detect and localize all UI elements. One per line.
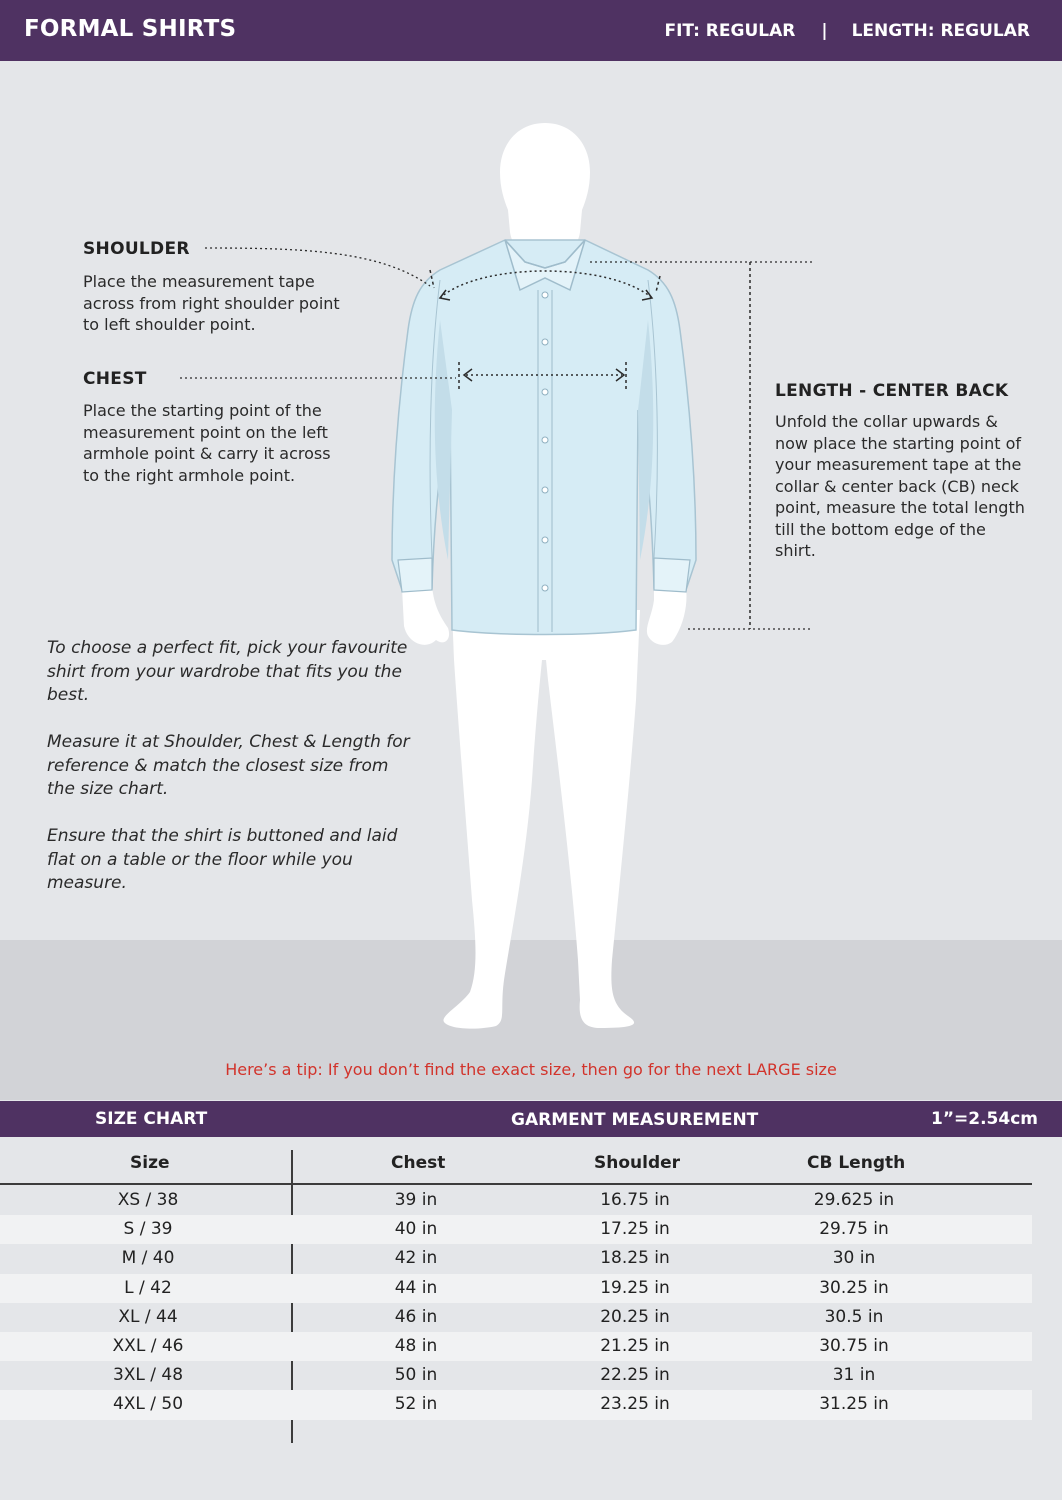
chest-cell: 50 in [394, 1365, 438, 1386]
cb-length-cell: 31 in [832, 1365, 876, 1386]
size-cell: XXL / 46 [112, 1335, 184, 1356]
chest-cell: 46 in [394, 1306, 438, 1327]
chest-cell: 42 in [394, 1248, 438, 1269]
chest-cell: 39 in [394, 1190, 438, 1210]
cb-length-cell: 31.25 in [819, 1394, 889, 1415]
unit-conversion: 1”=2.54cm [931, 1109, 1038, 1129]
size-cell: L / 42 [124, 1277, 172, 1298]
table-row [0, 1390, 1032, 1419]
cb-length-cell: 30.5 in [824, 1306, 884, 1327]
cb-length-cell: 29.625 in [813, 1190, 895, 1210]
cb-length-cell: 30.75 in [819, 1335, 889, 1356]
length-description: Unfold the collar upwards & now place the starting point of your measurement tape at the collar & center back (CB) neck point, measure the total length till the bottom edge of the shirt. [775, 412, 1025, 560]
tip-paragraph: To choose a perfect fit, pick your favourite shirt from your wardrobe that fits you the best. [47, 638, 408, 705]
chest-cell: 44 in [394, 1277, 438, 1298]
tip-paragraph: Ensure that the shirt is buttoned and laid flat on a table or the floor while you measure. [47, 826, 398, 893]
chest-description: Place the starting point of the measurement point on the left armhole point & carry it across to the right armhole point. [83, 401, 331, 485]
shoulder-title: SHOULDER [83, 239, 190, 259]
shoulder-cell: 23.25 in [600, 1394, 670, 1415]
length-title: LENGTH - CENTER BACK [775, 381, 1009, 401]
table-row [0, 1244, 1032, 1273]
length-label: LENGTH: REGULAR [851, 21, 1030, 41]
table-row [0, 1186, 1032, 1215]
table-divider-horizontal [0, 1183, 1032, 1185]
shoulder-cell: 19.25 in [600, 1277, 670, 1298]
chest-cell: 40 in [394, 1219, 438, 1240]
size-tip: Here’s a tip: If you don’t find the exact size, then go for the next LARGE size [225, 1060, 837, 1079]
column-header-shoulder: Shoulder [594, 1153, 681, 1173]
table-row [0, 1274, 1032, 1303]
column-header-size: Size [130, 1153, 170, 1173]
garment-measurement-title: GARMENT MEASUREMENT [511, 1110, 759, 1130]
size-cell: M / 40 [121, 1248, 175, 1269]
shoulder-cell: 22.25 in [600, 1365, 670, 1386]
table-row [0, 1303, 1032, 1332]
table-row [0, 1361, 1032, 1390]
shoulder-description: Place the measurement tape across from right shoulder point to left shoulder point. [83, 272, 340, 334]
shoulder-cell: 20.25 in [600, 1306, 670, 1327]
chest-title: CHEST [83, 369, 147, 389]
size-table-rows [0, 1186, 1032, 1420]
shoulder-cell: 17.25 in [600, 1219, 670, 1240]
column-header-chest: Chest [391, 1153, 446, 1173]
fit-label: FIT: REGULAR [664, 21, 796, 41]
cb-length-cell: 30 in [832, 1248, 876, 1269]
size-cell: S / 39 [123, 1219, 173, 1240]
cb-length-cell: 29.75 in [819, 1219, 889, 1240]
column-header-cb-length: CB Length [807, 1153, 906, 1173]
size-chart-header [0, 1101, 1062, 1137]
size-cell: 3XL / 48 [112, 1365, 184, 1386]
chest-cell: 48 in [394, 1335, 438, 1356]
page-title: FORMAL SHIRTS [24, 16, 237, 42]
tip-paragraph: Measure it at Shoulder, Chest & Length for reference & match the closest size from the size chart. [47, 732, 410, 799]
size-chart-title: SIZE CHART [95, 1109, 208, 1129]
shoulder-cell: 18.25 in [600, 1248, 670, 1269]
table-row [0, 1332, 1032, 1361]
header-separator: | [821, 21, 828, 41]
size-cell: 4XL / 50 [112, 1394, 184, 1415]
shoulder-cell: 16.75 in [600, 1190, 670, 1210]
shoulder-cell: 21.25 in [600, 1335, 670, 1356]
chest-cell: 52 in [394, 1394, 438, 1415]
fit-tips [47, 637, 417, 919]
table-row [0, 1215, 1032, 1244]
cb-length-cell: 30.25 in [819, 1277, 889, 1298]
size-cell: XS / 38 [117, 1190, 179, 1210]
size-cell: XL / 44 [118, 1306, 178, 1327]
